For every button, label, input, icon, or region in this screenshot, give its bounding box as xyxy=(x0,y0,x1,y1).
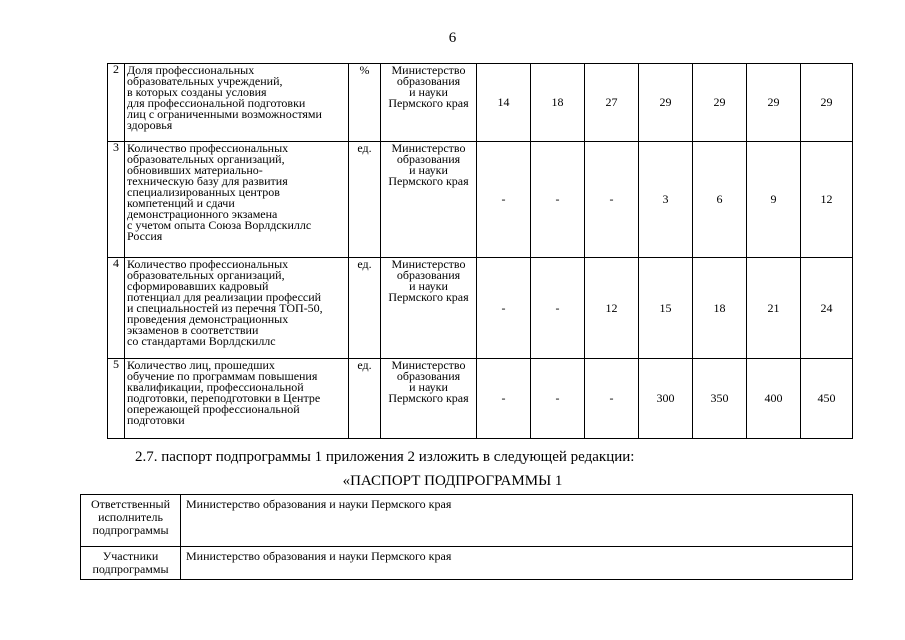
indicator-value: 12 xyxy=(585,258,639,359)
indicator-name: Доля профессиональных образовательных учреждений, в которых созданы условия для профессиональной подготовки лиц с ограниченными возможностями здоровья xyxy=(125,64,349,142)
indicator-name: Количество профессиональных образовательных организаций, сформировавших кадровый потенциал для реализации профессий и специальностей из перечня ТОП-50, проведения демонстрационных экзаменов в соответствии со стандартами Ворлдскиллс xyxy=(125,258,349,359)
indicator-value: 24 xyxy=(801,258,853,359)
section-instruction: 2.7. паспорт подпрограммы 1 приложения 2 изложить в следующей редакции: xyxy=(135,449,635,465)
row-number: 5 xyxy=(108,359,125,439)
indicator-value: - xyxy=(531,142,585,258)
passport-row xyxy=(81,547,853,580)
indicator-unit: % xyxy=(349,64,381,142)
indicator-value: 3 xyxy=(639,142,693,258)
responsible-executor: Министерство образования и науки Пермского края xyxy=(381,359,477,439)
indicator-value: 350 xyxy=(693,359,747,439)
indicators-body xyxy=(108,64,853,439)
indicator-value: 400 xyxy=(747,359,801,439)
passport-row-label: Участники подпрограммы xyxy=(81,547,181,580)
indicator-row xyxy=(108,142,853,258)
indicator-value: - xyxy=(585,142,639,258)
indicator-name: Количество лиц, прошедших обучение по программам повышения квалификации, профессиональной подготовки, переподготовки в Центре опережающей профессиональной подготовки xyxy=(125,359,349,439)
indicator-value: 12 xyxy=(801,142,853,258)
passport-title: «ПАСПОРТ ПОДПРОГРАММЫ 1 xyxy=(342,473,563,489)
indicator-value: - xyxy=(477,359,531,439)
indicator-value: - xyxy=(477,258,531,359)
row-number: 4 xyxy=(108,258,125,359)
indicator-value: 6 xyxy=(693,142,747,258)
passport-row-content: Министерство образования и науки Пермского края xyxy=(181,495,853,547)
indicator-value: 29 xyxy=(801,64,853,142)
indicator-value: - xyxy=(531,359,585,439)
indicators-table xyxy=(107,63,853,439)
row-number: 2 xyxy=(108,64,125,142)
indicator-value: - xyxy=(531,258,585,359)
responsible-executor: Министерство образования и науки Пермского края xyxy=(381,142,477,258)
indicator-value: 450 xyxy=(801,359,853,439)
indicator-unit: ед. xyxy=(349,142,381,258)
indicator-row xyxy=(108,258,853,359)
responsible-executor: Министерство образования и науки Пермского края xyxy=(381,258,477,359)
indicator-name: Количество профессиональных образовательных организаций, обновивших материально- техническую базу для развития специализированных центров компетенций и сдачи демонстрационного экзамена с учетом опыта Союза Ворлдскиллс Россия xyxy=(125,142,349,258)
passport-row xyxy=(81,495,853,547)
indicator-unit: ед. xyxy=(349,258,381,359)
indicator-value: - xyxy=(477,142,531,258)
passport-body xyxy=(81,495,853,580)
responsible-executor: Министерство образования и науки Пермского края xyxy=(381,64,477,142)
indicator-value: 27 xyxy=(585,64,639,142)
indicator-row xyxy=(108,359,853,439)
passport-row-label: Ответственный исполнитель подпрограммы xyxy=(81,495,181,547)
indicator-value: 29 xyxy=(639,64,693,142)
indicator-unit: ед. xyxy=(349,359,381,439)
indicator-value: 18 xyxy=(693,258,747,359)
indicator-value: - xyxy=(585,359,639,439)
indicator-value: 29 xyxy=(693,64,747,142)
indicator-value: 18 xyxy=(531,64,585,142)
indicator-value: 300 xyxy=(639,359,693,439)
indicator-value: 9 xyxy=(747,142,801,258)
indicator-value: 14 xyxy=(477,64,531,142)
passport-row-content: Министерство образования и науки Пермского края xyxy=(181,547,853,580)
indicator-value: 29 xyxy=(747,64,801,142)
indicator-value: 15 xyxy=(639,258,693,359)
row-number: 3 xyxy=(108,142,125,258)
indicator-row xyxy=(108,64,853,142)
indicator-value: 21 xyxy=(747,258,801,359)
passport-table xyxy=(80,494,853,580)
page-number: 6 xyxy=(448,30,457,46)
